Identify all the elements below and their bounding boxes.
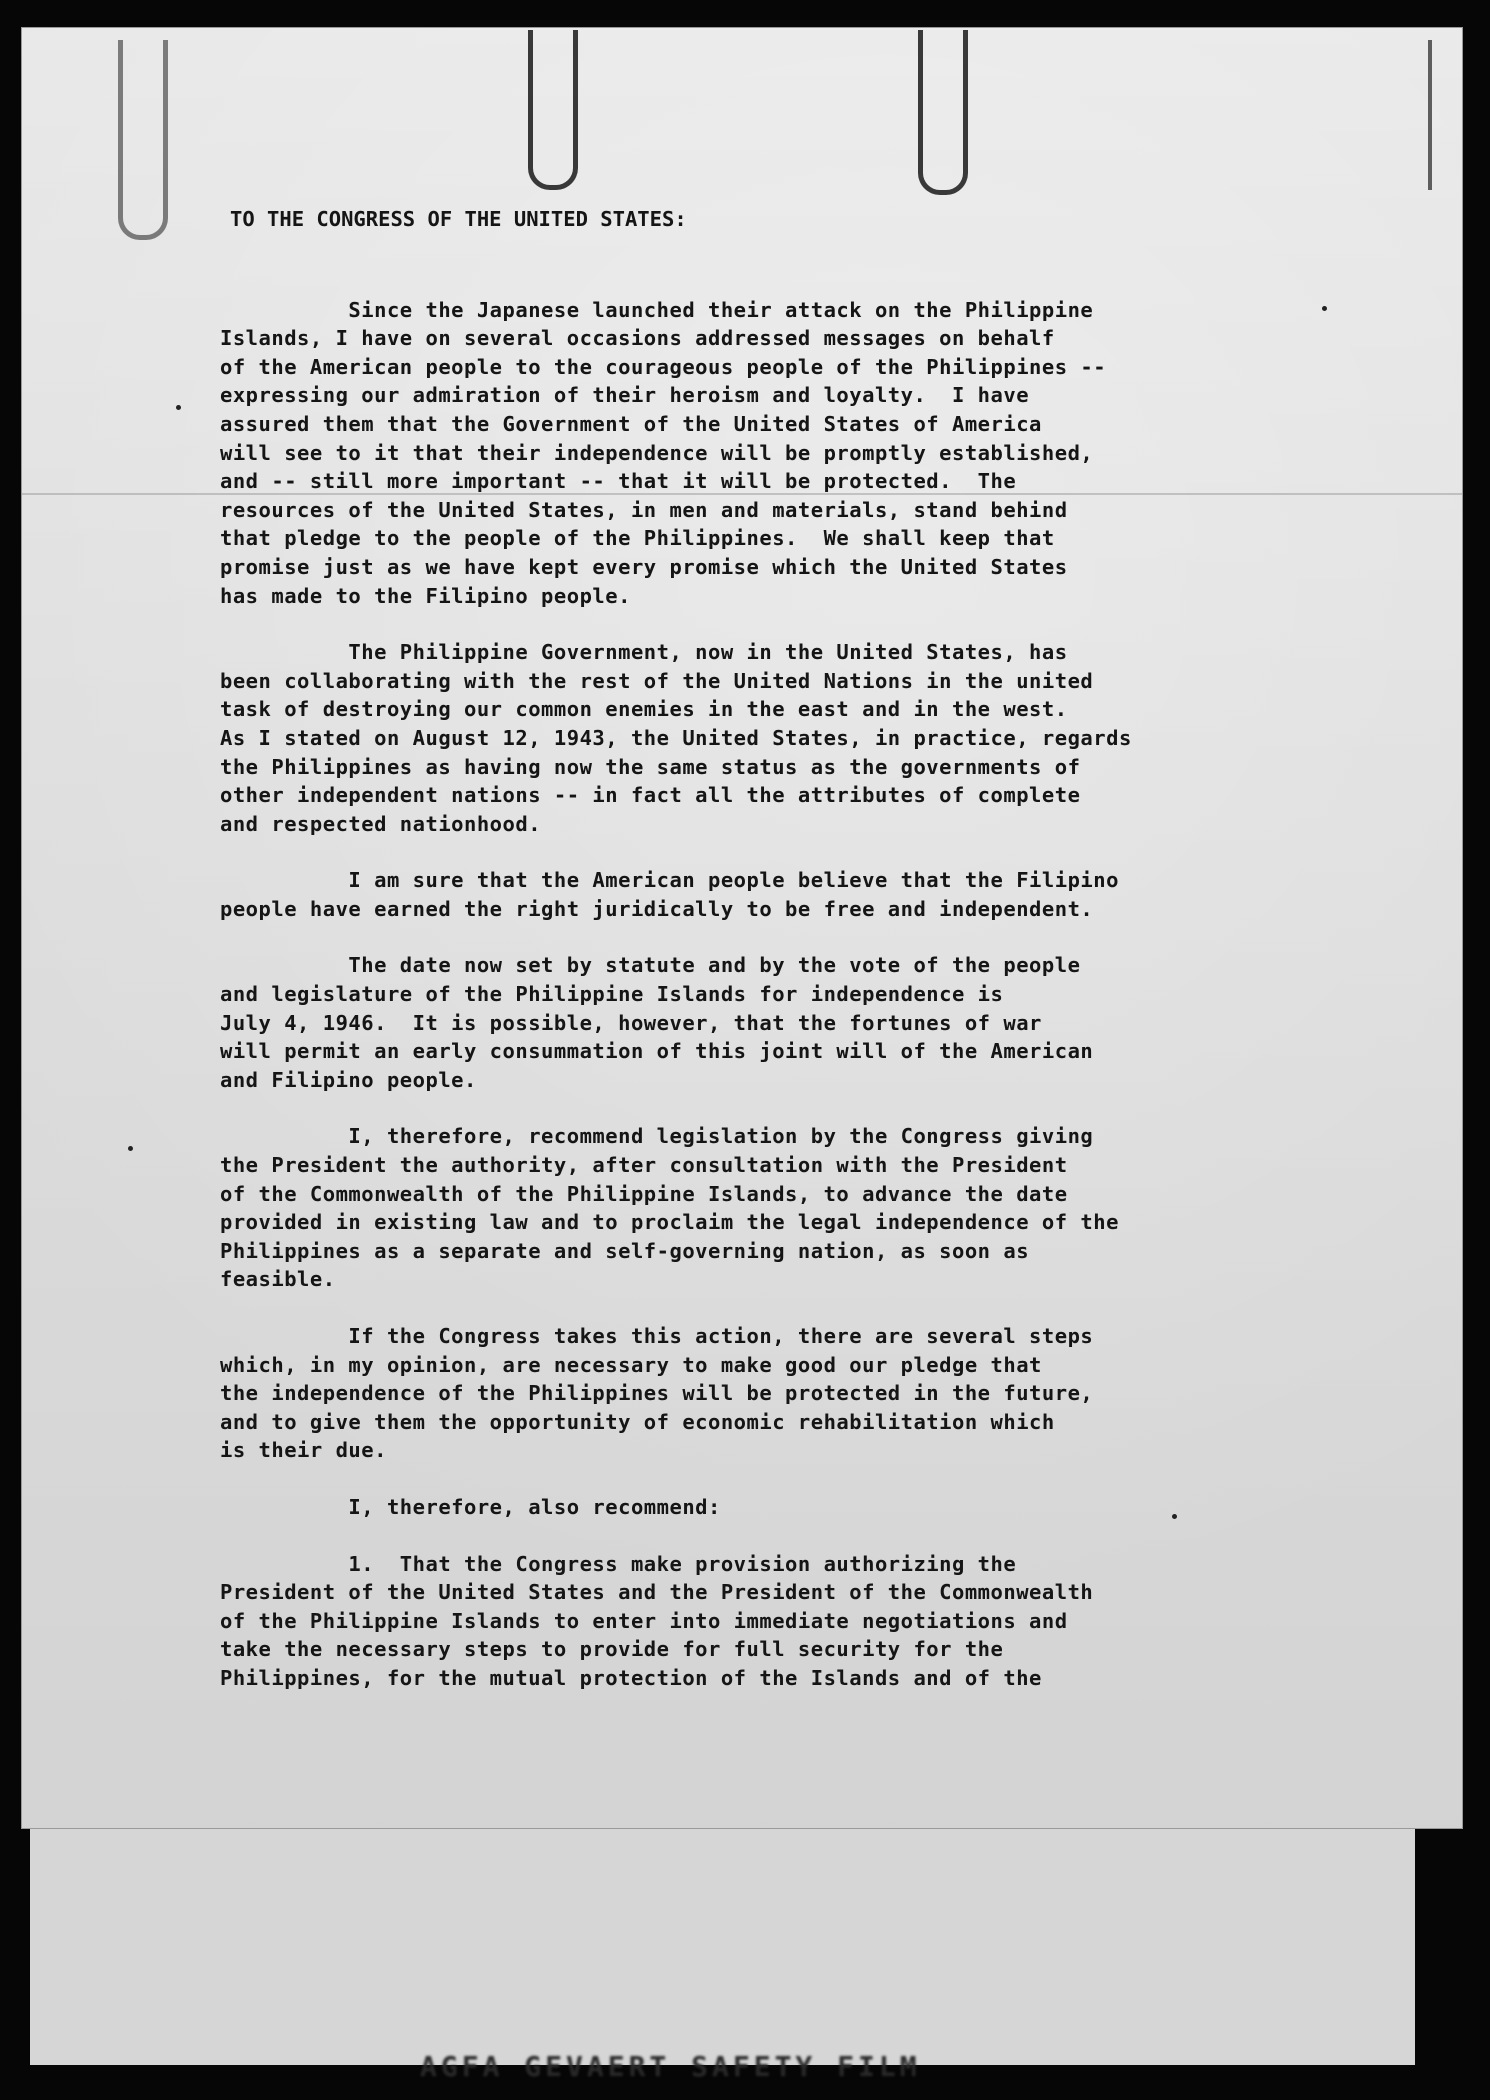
letter-body	[220, 205, 1260, 1721]
text-line: President of the United States and the President of the Commonwealth	[220, 1580, 1094, 1605]
text-line: will permit an early consummation of this joint will of the American	[220, 1039, 1094, 1064]
text-line: Philippines as a separate and self-governing nation, as soon as	[220, 1238, 1030, 1263]
text-line: If the Congress takes this action, there are several steps	[220, 1324, 1094, 1348]
text-line: The date now set by statute and by the vote of the people	[220, 953, 1081, 978]
text-line: promise just as we have kept every promise which the United States	[220, 554, 1068, 579]
text-line: that pledge to the people of the Philippines. We shall keep that	[220, 526, 1055, 551]
text-line: I, therefore, also recommend:	[220, 1494, 721, 1519]
text-line: take the necessary steps to provide for full security for the	[220, 1637, 1004, 1662]
text-line: feasible.	[220, 1267, 336, 1292]
text-line: provided in existing law and to proclaim the legal independence of the	[220, 1210, 1119, 1235]
text-line: I am sure that the American people believe that the Filipino	[220, 868, 1119, 893]
text-line: task of destroying our common enemies in the east and in the west.	[220, 697, 1068, 722]
text-line: As I stated on August 12, 1943, the United States, in practice, regards	[220, 725, 1132, 750]
paragraph	[220, 638, 1260, 838]
text-line: Philippines, for the mutual protection of the Islands and of the	[220, 1665, 1042, 1690]
paragraph	[220, 1493, 1260, 1522]
text-line: July 4, 1946. It is possible, however, that the fortunes of war	[220, 1010, 1042, 1035]
text-line: assured them that the Government of the United States of America	[220, 411, 1042, 436]
text-line: been collaborating with the rest of the United Nations in the united	[220, 668, 1094, 693]
paragraph	[220, 951, 1260, 1094]
salutation: TO THE CONGRESS OF THE UNITED STATES:	[230, 207, 687, 231]
paragraph	[220, 296, 1260, 611]
paragraph-list	[220, 296, 1260, 1693]
text-line: the Philippines as having now the same status as the governments of	[220, 754, 1081, 779]
text-line: people have earned the right juridically to be free and independent.	[220, 896, 1094, 921]
text-line: and respected nationhood.	[220, 811, 542, 836]
paragraph	[220, 866, 1260, 923]
paragraph	[220, 1322, 1260, 1465]
paper-clip-mark	[118, 40, 168, 240]
text-line: Islands, I have on several occasions addressed messages on behalf	[220, 326, 1055, 351]
film-speck	[128, 1146, 133, 1151]
text-line: and -- still more important -- that it will be protected. The	[220, 469, 1017, 494]
text-line: and legislature of the Philippine Islands for independence is	[220, 982, 1004, 1007]
paper-clip-mark	[918, 30, 968, 195]
paper-clip-mark	[528, 30, 578, 190]
text-line: and to give them the opportunity of economic rehabilitation which	[220, 1409, 1055, 1434]
text-line: the President the authority, after consultation with the President	[220, 1153, 1068, 1178]
text-line: I, therefore, recommend legislation by the Congress giving	[220, 1124, 1094, 1149]
film-speck	[176, 405, 181, 410]
text-line: Since the Japanese launched their attack on the Philippine	[220, 297, 1094, 322]
film-speck	[1322, 306, 1327, 311]
text-line: of the Philippine Islands to enter into immediate negotiations and	[220, 1608, 1068, 1633]
text-line: The Philippine Government, now in the United States, has	[220, 640, 1068, 665]
paragraph	[220, 1122, 1260, 1294]
text-line: 1. That the Congress make provision authorizing the	[220, 1551, 1017, 1576]
text-line: other independent nations -- in fact all the attributes of complete	[220, 783, 1081, 808]
text-line: is their due.	[220, 1438, 387, 1463]
text-line: resources of the United States, in men and materials, stand behind	[220, 497, 1068, 522]
text-line: expressing our admiration of their heroism and loyalty. I have	[220, 383, 1030, 408]
film-edge-text: AGFA GEVAERT SAFETY FILM	[420, 2050, 921, 2083]
text-line: will see to it that their independence will be promptly established,	[220, 440, 1094, 465]
text-line: the independence of the Philippines will be protected in the future,	[220, 1381, 1094, 1406]
text-line: and Filipino people.	[220, 1067, 477, 1092]
page-edge-mark	[1428, 40, 1460, 190]
text-line: has made to the Filipino people.	[220, 583, 631, 608]
text-line: of the American people to the courageous people of the Philippines --	[220, 354, 1107, 379]
paragraph	[220, 1550, 1260, 1693]
text-line: which, in my opinion, are necessary to make good our pledge that	[220, 1352, 1042, 1377]
text-line: of the Commonwealth of the Philippine Islands, to advance the date	[220, 1181, 1068, 1206]
